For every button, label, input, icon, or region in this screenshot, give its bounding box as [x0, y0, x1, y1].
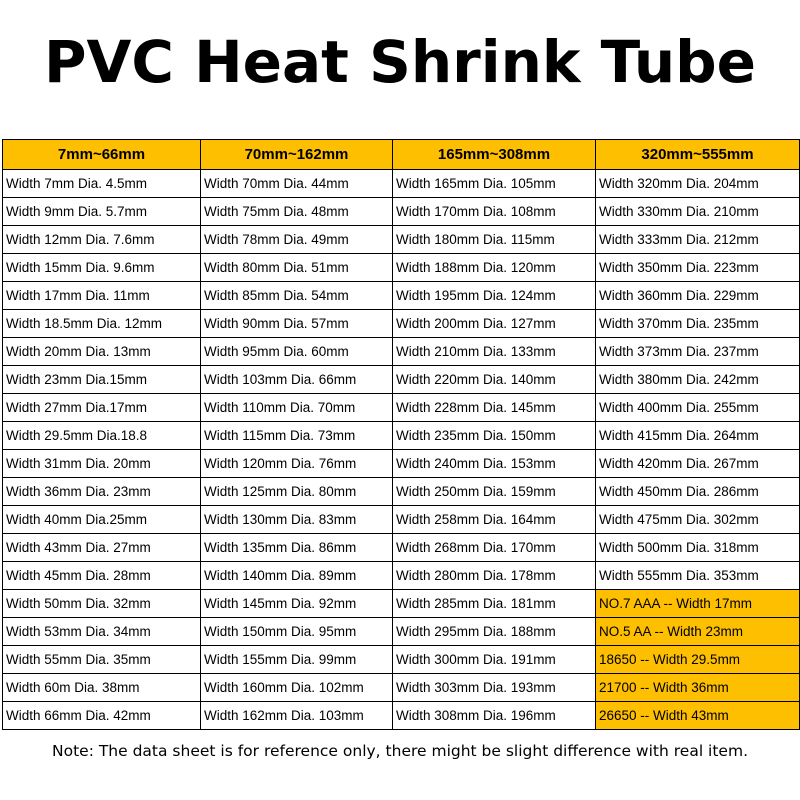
table-cell: Width 12mm Dia. 7.6mm [3, 226, 201, 254]
table-cell: Width 140mm Dia. 89mm [201, 562, 393, 590]
table-cell: Width 40mm Dia.25mm [3, 506, 201, 534]
page-title: PVC Heat Shrink Tube [43, 28, 757, 96]
battery-size-cell: NO.5 AA -- Width 23mm [596, 618, 800, 646]
table-cell: Width 29.5mm Dia.18.8 [3, 422, 201, 450]
table-row [3, 562, 800, 590]
table-cell: Width 50mm Dia. 32mm [3, 590, 201, 618]
table-cell: Width 145mm Dia. 92mm [201, 590, 393, 618]
table-row [3, 478, 800, 506]
table-cell: Width 450mm Dia. 286mm [596, 478, 800, 506]
table-row [3, 366, 800, 394]
table-cell: Width 240mm Dia. 153mm [393, 450, 596, 478]
column-header: 320mm~555mm [596, 140, 800, 170]
table-cell: Width 75mm Dia. 48mm [201, 198, 393, 226]
table-cell: Width 45mm Dia. 28mm [3, 562, 201, 590]
table-cell: Width 308mm Dia. 196mm [393, 702, 596, 730]
table-cell: Width 195mm Dia. 124mm [393, 282, 596, 310]
table-cell: Width 350mm Dia. 223mm [596, 254, 800, 282]
table-cell: Width 180mm Dia. 115mm [393, 226, 596, 254]
table-cell: Width 55mm Dia. 35mm [3, 646, 201, 674]
table-cell: Width 150mm Dia. 95mm [201, 618, 393, 646]
table-row [3, 394, 800, 422]
table-cell: Width 200mm Dia. 127mm [393, 310, 596, 338]
table-cell: Width 130mm Dia. 83mm [201, 506, 393, 534]
table-cell: Width 188mm Dia. 120mm [393, 254, 596, 282]
disclaimer-note: Note: The data sheet is for reference only, there might be slight difference with real item. [52, 742, 748, 760]
table-cell: Width 380mm Dia. 242mm [596, 366, 800, 394]
table-row [3, 618, 800, 646]
table-cell: Width 110mm Dia. 70mm [201, 394, 393, 422]
table-row [3, 254, 800, 282]
battery-size-cell: 21700 -- Width 36mm [596, 674, 800, 702]
table-header-row [3, 140, 800, 170]
table-cell: Width 235mm Dia. 150mm [393, 422, 596, 450]
table-cell: Width 78mm Dia. 49mm [201, 226, 393, 254]
table-cell: Width 18.5mm Dia. 12mm [3, 310, 201, 338]
table-cell: Width 103mm Dia. 66mm [201, 366, 393, 394]
table-cell: Width 20mm Dia. 13mm [3, 338, 201, 366]
table-cell: Width 60m Dia. 38mm [3, 674, 201, 702]
table-cell: Width 360mm Dia. 229mm [596, 282, 800, 310]
table-row [3, 590, 800, 618]
table-cell: Width 370mm Dia. 235mm [596, 310, 800, 338]
table-cell: Width 160mm Dia. 102mm [201, 674, 393, 702]
table-cell: Width 70mm Dia. 44mm [201, 170, 393, 198]
table-cell: Width 330mm Dia. 210mm [596, 198, 800, 226]
table-cell: Width 303mm Dia. 193mm [393, 674, 596, 702]
table-cell: Width 300mm Dia. 191mm [393, 646, 596, 674]
table-cell: Width 285mm Dia. 181mm [393, 590, 596, 618]
table-row [3, 450, 800, 478]
table-cell: Width 7mm Dia. 4.5mm [3, 170, 201, 198]
table-cell: Width 415mm Dia. 264mm [596, 422, 800, 450]
table-row [3, 198, 800, 226]
table-cell: Width 31mm Dia. 20mm [3, 450, 201, 478]
table-cell: Width 373mm Dia. 237mm [596, 338, 800, 366]
table-cell: Width 320mm Dia. 204mm [596, 170, 800, 198]
battery-size-cell: NO.7 AAA -- Width 17mm [596, 590, 800, 618]
table-cell: Width 17mm Dia. 11mm [3, 282, 201, 310]
battery-size-cell: 18650 -- Width 29.5mm [596, 646, 800, 674]
table-cell: Width 120mm Dia. 76mm [201, 450, 393, 478]
column-header: 165mm~308mm [393, 140, 596, 170]
table-cell: Width 220mm Dia. 140mm [393, 366, 596, 394]
table-row [3, 226, 800, 254]
table-cell: Width 228mm Dia. 145mm [393, 394, 596, 422]
table-row [3, 422, 800, 450]
table-cell: Width 9mm Dia. 5.7mm [3, 198, 201, 226]
table-cell: Width 295mm Dia. 188mm [393, 618, 596, 646]
column-header: 7mm~66mm [3, 140, 201, 170]
battery-size-cell: 26650 -- Width 43mm [596, 702, 800, 730]
table-cell: Width 155mm Dia. 99mm [201, 646, 393, 674]
table-cell: Width 85mm Dia. 54mm [201, 282, 393, 310]
table-cell: Width 333mm Dia. 212mm [596, 226, 800, 254]
table-cell: Width 80mm Dia. 51mm [201, 254, 393, 282]
size-table [2, 139, 800, 730]
table-row [3, 338, 800, 366]
table-cell: Width 36mm Dia. 23mm [3, 478, 201, 506]
table-cell: Width 475mm Dia. 302mm [596, 506, 800, 534]
table-row [3, 282, 800, 310]
table-cell: Width 420mm Dia. 267mm [596, 450, 800, 478]
table-cell: Width 165mm Dia. 105mm [393, 170, 596, 198]
table-cell: Width 15mm Dia. 9.6mm [3, 254, 201, 282]
table-row [3, 506, 800, 534]
table-row [3, 674, 800, 702]
table-cell: Width 23mm Dia.15mm [3, 366, 201, 394]
table-row [3, 534, 800, 562]
table-row [3, 646, 800, 674]
table-cell: Width 95mm Dia. 60mm [201, 338, 393, 366]
table-cell: Width 125mm Dia. 80mm [201, 478, 393, 506]
table-cell: Width 162mm Dia. 103mm [201, 702, 393, 730]
table-row [3, 310, 800, 338]
table-cell: Width 280mm Dia. 178mm [393, 562, 596, 590]
table-cell: Width 250mm Dia. 159mm [393, 478, 596, 506]
table-cell: Width 400mm Dia. 255mm [596, 394, 800, 422]
table-cell: Width 555mm Dia. 353mm [596, 562, 800, 590]
table-row [3, 170, 800, 198]
table-cell: Width 135mm Dia. 86mm [201, 534, 393, 562]
table-cell: Width 90mm Dia. 57mm [201, 310, 393, 338]
column-header: 70mm~162mm [201, 140, 393, 170]
table-cell: Width 268mm Dia. 170mm [393, 534, 596, 562]
table-cell: Width 258mm Dia. 164mm [393, 506, 596, 534]
table-row [3, 702, 800, 730]
table-cell: Width 53mm Dia. 34mm [3, 618, 201, 646]
table-cell: Width 170mm Dia. 108mm [393, 198, 596, 226]
table-cell: Width 210mm Dia. 133mm [393, 338, 596, 366]
table-cell: Width 43mm Dia. 27mm [3, 534, 201, 562]
table-cell: Width 115mm Dia. 73mm [201, 422, 393, 450]
table-cell: Width 27mm Dia.17mm [3, 394, 201, 422]
table-cell: Width 66mm Dia. 42mm [3, 702, 201, 730]
table-cell: Width 500mm Dia. 318mm [596, 534, 800, 562]
